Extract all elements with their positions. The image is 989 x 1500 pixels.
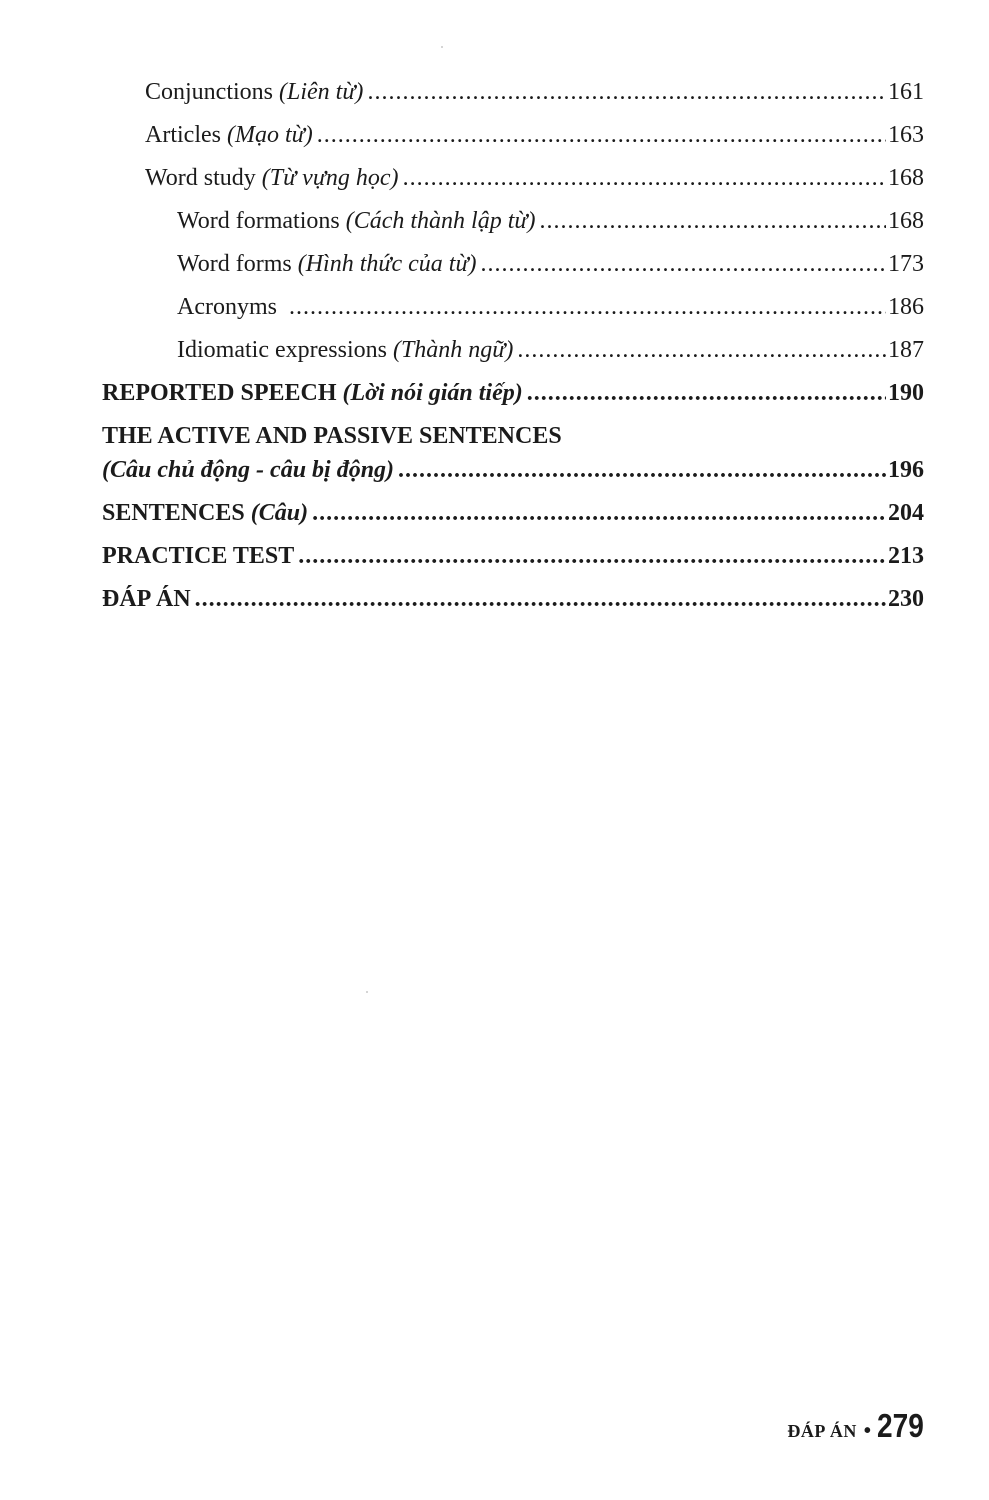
toc-entry-title: ĐÁP ÁN [102,586,191,612]
toc-page-number: 168 [888,165,924,191]
toc-page-number: 230 [888,586,924,612]
toc-entry-idiomatic-expressions[interactable] [177,335,924,365]
toc-entry-active-passive[interactable] [102,455,924,485]
dot-leader [481,249,886,279]
footer-section-label: ĐÁP ÁN [787,1421,857,1441]
toc-entry-title: Conjunctions (Liên từ) [145,79,364,105]
toc-entry-articles[interactable] [145,120,924,150]
toc-entry-conjunctions[interactable] [145,77,924,107]
toc-page-number: 186 [888,294,924,320]
scan-speck [441,46,443,48]
toc-page-number: 163 [888,122,924,148]
toc-page-number: 213 [888,543,924,569]
toc-page-number: 173 [888,251,924,277]
dot-leader [517,335,886,365]
dot-leader [195,584,886,614]
toc-page-number: 187 [888,337,924,363]
toc-entry-sentences[interactable] [102,498,924,528]
footer-page-number: 279 [876,1407,924,1444]
toc-page-number: 168 [888,208,924,234]
toc-entry-title: Articles (Mạo từ) [145,122,313,148]
toc-entry-active-passive-heading: THE ACTIVE AND PASSIVE SENTENCES [102,423,562,449]
dot-leader [527,378,886,408]
footer-bullet: • [863,1420,871,1442]
toc-entry-word-forms[interactable] [177,249,924,279]
toc-entry-title: SENTENCES (Câu) [102,500,309,526]
toc-entry-title: PRACTICE TEST [102,543,295,569]
toc-entry-title: Idiomatic expressions (Thành ngữ) [177,337,514,363]
toc-entry-title: (Câu chủ động - câu bị động) [102,457,395,483]
dot-leader [312,498,886,528]
toc-entry-word-formations[interactable] [177,206,924,236]
toc-page-number: 190 [888,380,924,406]
toc-entry-title: Word study (Từ vựng học) [145,165,399,191]
toc-entry-practice-test[interactable] [102,541,924,571]
dot-leader [298,541,886,571]
dot-leader [539,206,886,236]
toc-page-number: 196 [888,457,924,483]
page-footer [787,1407,927,1445]
toc-entry-title: REPORTED SPEECH (Lời nói gián tiếp) [102,380,523,406]
toc-entry-title: Acronyms [177,294,277,320]
toc-entry-reported-speech[interactable] [102,378,924,408]
toc-entry-word-study[interactable] [145,163,924,193]
dot-leader [317,120,886,150]
toc-entry-acronyms[interactable] [177,292,924,322]
toc-page-number: 204 [888,500,924,526]
toc-page-number: 161 [888,79,924,105]
dot-leader [403,163,886,193]
toc-entry-title: Word forms (Hình thức của từ) [177,251,477,277]
toc-entry-title: Word formations (Cách thành lập từ) [177,208,536,234]
dot-leader [367,77,886,107]
dot-leader [289,292,886,322]
scan-speck [366,991,368,993]
dot-leader [398,455,886,485]
toc-entry-dap-an[interactable] [102,584,924,614]
